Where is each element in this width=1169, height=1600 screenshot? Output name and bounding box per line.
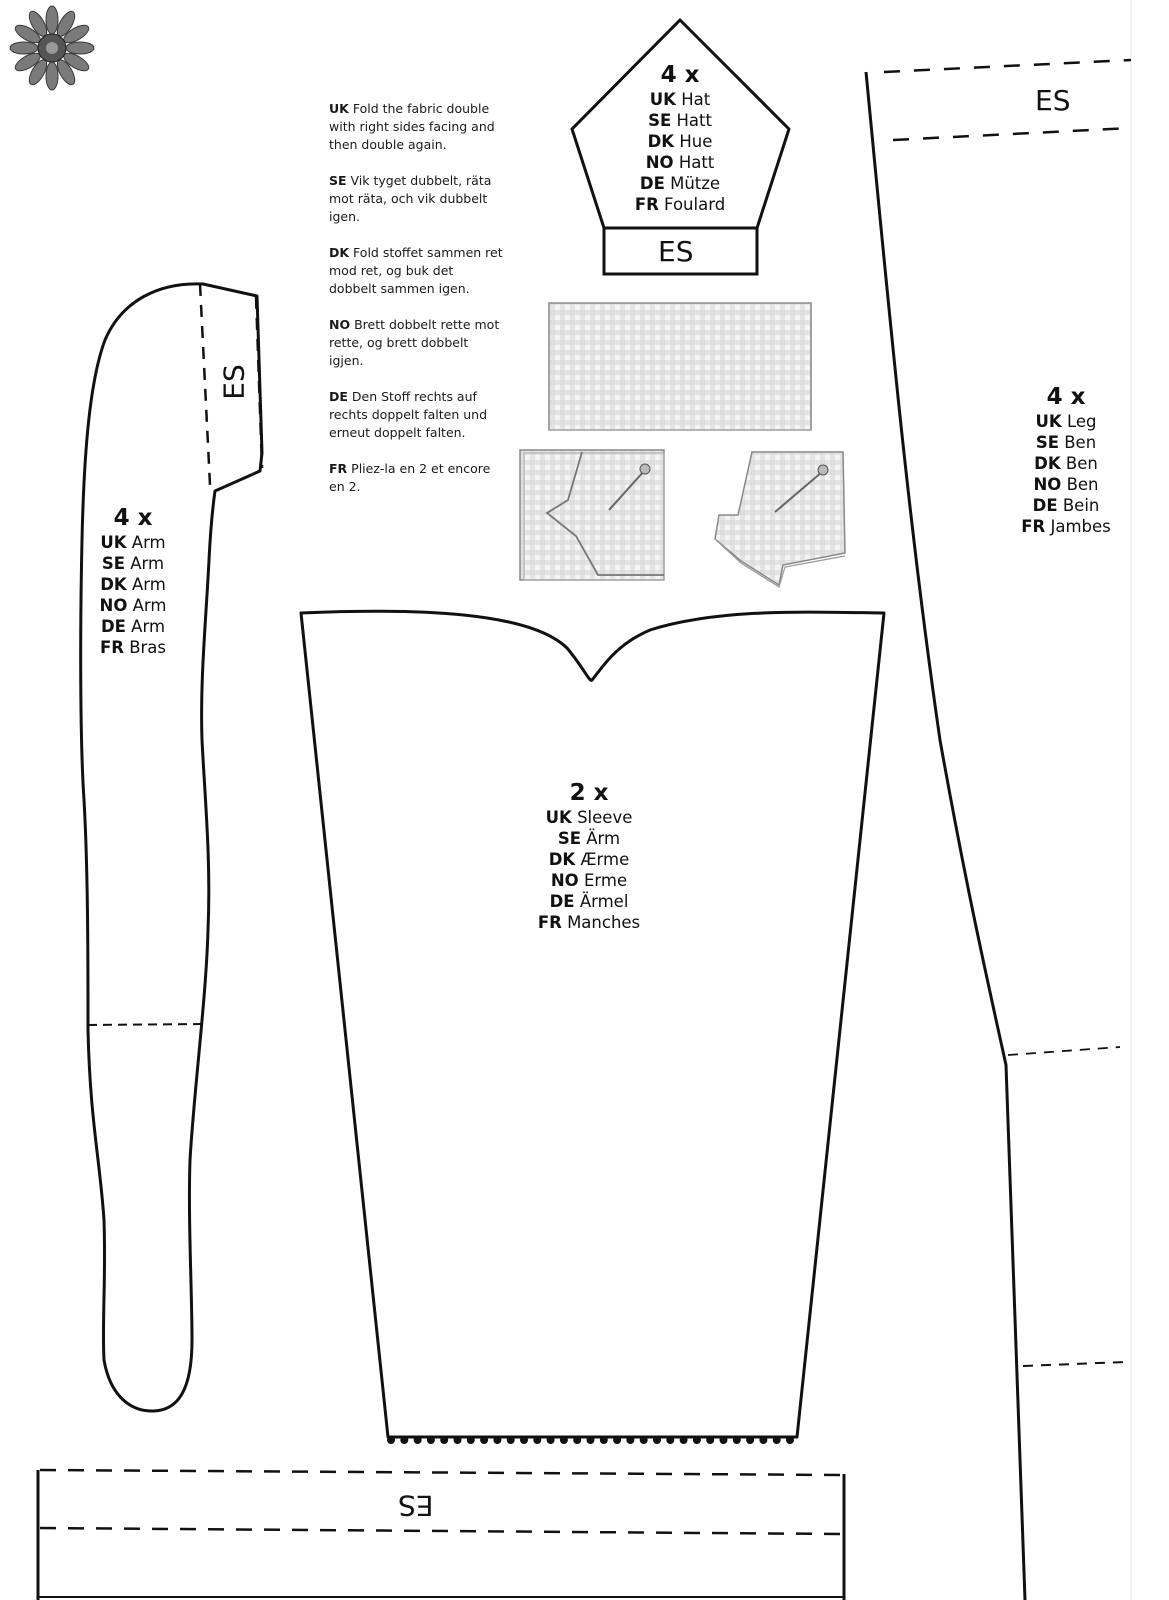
flower-logo	[10, 6, 94, 90]
hat-es-label: ES	[658, 235, 694, 268]
sleeve-pattern-piece	[301, 611, 884, 1437]
bottom-strip-piece	[38, 1470, 844, 1600]
leg-name-no: NO Ben	[1033, 475, 1099, 494]
arm-name-de: DE Arm	[100, 617, 166, 636]
sleeve-name-de: DE Ärmel	[549, 892, 629, 911]
instruction-no: NO Brett dobbelt rette mot rette, og brett dobbelt igjen.	[329, 317, 500, 368]
sleeve-name-dk: DK Ærme	[548, 850, 630, 869]
hat-name-no: NO Hatt	[645, 153, 715, 172]
arm-es-label: ES	[217, 364, 251, 400]
arm-count: 4 x	[113, 505, 153, 531]
arm-name-no: NO Arm	[99, 596, 167, 615]
sleeve-name-se: SE Ärm	[557, 829, 621, 848]
instruction-se: SE Vik tyget dubbelt, räta mot räta, och vik dubbelt igen.	[329, 173, 492, 224]
hat-label	[600, 62, 760, 215]
leg-seam-line	[884, 60, 1131, 72]
sleeve-name-fr: FR Manches	[537, 913, 641, 932]
instruction-fr: FR Pliez-la en 2 et encore en 2.	[329, 461, 491, 494]
leg-es-label: ES	[1035, 84, 1071, 117]
hat-name-dk: DK Hue	[647, 132, 713, 151]
strip-es-label: ES	[398, 1489, 434, 1522]
arm-name-uk: UK Arm	[100, 533, 166, 552]
arm-seam-line	[200, 284, 210, 485]
arm-name-dk: DK Arm	[100, 575, 166, 594]
sleeve-name-uk: UK Sleeve	[545, 808, 633, 827]
fold-illustration-cut	[715, 452, 845, 587]
arm-label	[73, 505, 193, 658]
hat-name-de: DE Mütze	[639, 174, 721, 193]
sleeve-count: 2 x	[569, 780, 609, 806]
arm-name-se: SE Arm	[101, 554, 165, 573]
hat-count: 4 x	[660, 62, 700, 88]
hat-name-fr: FR Foulard	[634, 195, 726, 214]
instruction-de: DE Den Stoff rechts auf rechts doppelt falten und erneut doppelt falten.	[329, 389, 488, 440]
leg-name-fr: FR Jambes	[1021, 517, 1111, 536]
arm-cut-line	[88, 1024, 205, 1025]
leg-name-dk: DK Ben	[1034, 454, 1098, 473]
arm-pattern-piece	[81, 284, 262, 1411]
folding-instructions	[329, 100, 504, 514]
hat-name-se: SE Hatt	[648, 111, 712, 130]
instruction-uk: UK Fold the fabric double with right sides facing and then double again.	[329, 101, 495, 152]
fold-illustration-flat	[549, 303, 811, 430]
leg-cut-line	[1008, 1047, 1120, 1055]
leg-name-uk: UK Leg	[1035, 412, 1097, 431]
leg-name-se: SE Ben	[1035, 433, 1097, 452]
leg-name-de: DE Bein	[1032, 496, 1100, 515]
instruction-dk: DK Fold stoffet sammen ret mod ret, og buk det dobbelt sammen igen.	[329, 245, 503, 296]
hat-name-uk: UK Hat	[649, 90, 711, 109]
leg-label	[1006, 384, 1126, 537]
page-edge	[1132, 0, 1169, 1600]
sleeve-label	[519, 780, 659, 933]
arm-name-fr: FR Bras	[99, 638, 167, 657]
fold-illustration-folded	[520, 450, 664, 580]
sleeve-name-no: NO Erme	[550, 871, 628, 890]
leg-count: 4 x	[1046, 384, 1086, 410]
leg-pattern-piece	[866, 72, 1025, 1600]
